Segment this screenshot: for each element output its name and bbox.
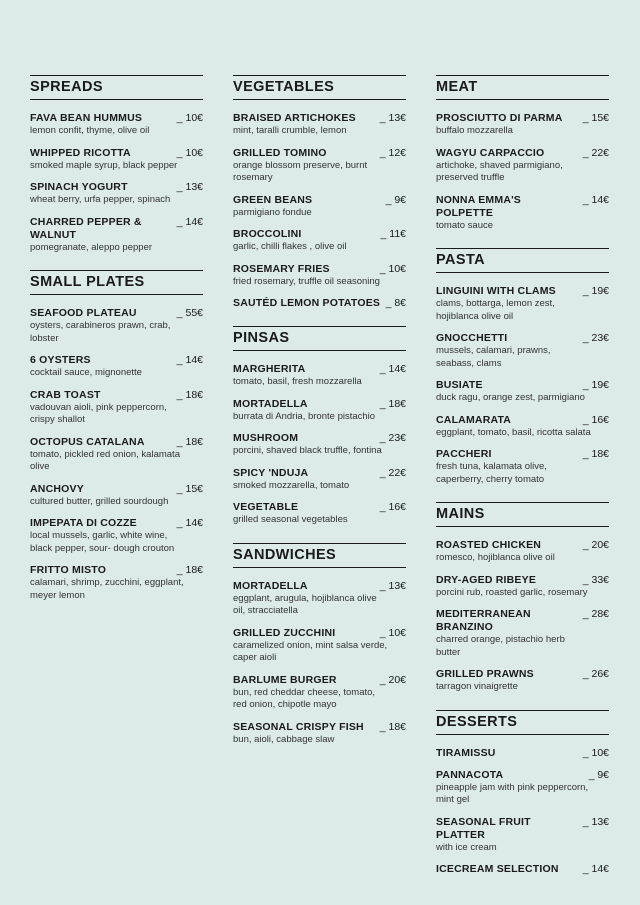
menu-item xyxy=(233,467,406,493)
menu-item-header xyxy=(436,285,609,298)
menu-column-2 xyxy=(233,75,406,762)
section-vegetables xyxy=(233,75,406,310)
menu-item xyxy=(436,668,609,694)
menu-item-name: 6 OYSTERS xyxy=(30,354,91,366)
menu-item-price: _ 15€ xyxy=(176,482,203,495)
menu-item-name: BUSIATE xyxy=(436,379,483,391)
menu-item-name: PROSCIUTTO DI PARMA xyxy=(436,112,563,124)
menu-item-price: _ 33€ xyxy=(582,573,609,586)
menu-item-price: _ 18€ xyxy=(176,435,203,448)
menu-item-description: eggplant, arugula, hojiblanca olive oil, stracciatella xyxy=(233,592,377,616)
menu-item-description: parmigiano fondue xyxy=(233,206,312,218)
menu-item-header xyxy=(436,414,609,427)
menu-item xyxy=(436,379,609,405)
menu-item-price: _ 18€ xyxy=(582,448,609,460)
menu-item-name: MUSHROOM xyxy=(233,432,299,444)
menu-item-header xyxy=(233,627,406,640)
menu-item-price: _ 9€ xyxy=(385,193,406,206)
menu-item-name: VEGETABLE xyxy=(233,501,299,513)
menu-item-header xyxy=(30,112,203,125)
menu-item-price: _ 13€ xyxy=(176,181,203,193)
menu-item xyxy=(233,432,406,458)
menu-item-header xyxy=(436,608,609,634)
menu-item-name: BROCCOLINI xyxy=(233,228,302,240)
menu-item-name: OCTOPUS CATALANA xyxy=(30,435,145,448)
menu-item-name: GRILLED PRAWNS xyxy=(436,668,534,680)
menu-item-description: pineapple jam with pink peppercorn, mint gel xyxy=(436,781,589,805)
section-mains xyxy=(436,502,609,694)
menu-item-name: WAGYU CARPACCIO xyxy=(436,146,545,159)
menu-item-description: calamari, shrimp, zucchini, eggplant, meyer lemon xyxy=(30,577,184,601)
menu-column-3 xyxy=(436,75,609,892)
menu-item-description: clams, bottarga, lemon zest, hojiblanca olive oil xyxy=(436,298,555,322)
menu-item-price: _ 14€ xyxy=(379,363,406,375)
menu-item-name: ROASTED CHICKEN xyxy=(436,539,542,551)
menu-item xyxy=(233,580,406,618)
menu-item-price: _ 16€ xyxy=(582,413,609,426)
menu-item-name: MEDITERRANEAN BRANZINO xyxy=(436,608,531,633)
menu-item-name: GREEN BEANS xyxy=(233,193,313,206)
menu-item-name: MORTADELLA xyxy=(233,397,308,410)
menu-item-price: _ 8€ xyxy=(385,297,406,309)
menu-item-description: eggplant, tomato, basil, ricotta salata xyxy=(436,426,591,438)
menu-item-header xyxy=(233,297,406,310)
menu-item xyxy=(30,112,203,138)
menu-item xyxy=(30,517,203,555)
menu-item-price: _ 10€ xyxy=(379,262,406,275)
menu-item-name: CALAMARATA xyxy=(436,413,512,426)
menu-item-price: _ 10€ xyxy=(582,746,609,759)
menu-item xyxy=(233,147,406,185)
menu-item-header xyxy=(30,307,203,320)
menu-item xyxy=(30,181,203,207)
menu-item-description: porcini, shaved black truffle, fontina xyxy=(233,445,382,456)
menu-item-header xyxy=(30,354,203,367)
menu-item-description: smoked mozzarella, tomato xyxy=(233,479,350,491)
section-title: SPREADS xyxy=(30,75,203,100)
section-title: PINSAS xyxy=(233,326,406,351)
menu-item-description: romesco, hojiblanca olive oil xyxy=(436,552,555,563)
menu-item-price: _ 22€ xyxy=(379,466,406,479)
menu-item-description: artichoke, shaved parmigiano, preserved truffle xyxy=(436,159,563,183)
menu-item-price: _ 20€ xyxy=(379,673,406,686)
menu-item-price: _ 14€ xyxy=(582,193,609,206)
menu-item-price: _ 19€ xyxy=(582,285,609,297)
menu-item-name: CRAB TOAST xyxy=(30,388,101,401)
menu-item-name: BARLUME BURGER xyxy=(233,673,337,686)
menu-item xyxy=(436,147,609,185)
menu-item-price: _ 26€ xyxy=(582,668,609,680)
menu-item-header xyxy=(233,721,406,734)
section-title: VEGETABLES xyxy=(233,75,406,100)
section-title: SMALL PLATES xyxy=(30,270,203,295)
menu-item-price: _ 18€ xyxy=(379,397,406,410)
menu-item xyxy=(436,747,609,760)
menu-item-name: ANCHOVY xyxy=(30,482,84,495)
menu-item-description: local mussels, garlic, white wine, black pepper, sour- dough crouton xyxy=(30,530,175,554)
menu-item xyxy=(233,674,406,712)
menu-item xyxy=(436,608,609,659)
menu-item-header xyxy=(233,228,406,241)
menu-item-name: GRILLED ZUCCHINI xyxy=(233,626,336,639)
menu-item-header xyxy=(30,436,203,449)
menu-item-name: GNOCCHETTI xyxy=(436,332,508,344)
menu-item-name: GRILLED TOMINO xyxy=(233,146,327,159)
menu-item-price: _ 10€ xyxy=(176,146,203,159)
menu-item-description: orange blossom preserve, burnt rosemary xyxy=(233,159,368,183)
menu-item-header xyxy=(436,863,609,876)
menu-item-price: _ 55€ xyxy=(176,307,203,319)
section-title: PASTA xyxy=(436,248,609,273)
menu-item-description: porcini rub, roasted garlic, rosemary xyxy=(436,586,588,598)
menu-item xyxy=(436,448,609,486)
menu-item xyxy=(233,263,406,289)
menu-item-price: _ 13€ xyxy=(379,112,406,124)
menu-item xyxy=(30,307,203,345)
menu-item-description: fresh tuna, kalamata olive, caperberry, cherry tomato xyxy=(436,461,547,485)
menu-item-name: WHIPPED RICOTTA xyxy=(30,146,131,159)
menu-item-header xyxy=(30,517,203,530)
menu-item xyxy=(233,721,406,747)
section-small-plates xyxy=(30,270,203,602)
menu-item xyxy=(436,285,609,323)
section-sandwiches xyxy=(233,543,406,747)
menu-item-name: DRY-AGED RIBEYE xyxy=(436,573,537,586)
menu-item-description: tomato sauce xyxy=(436,219,494,231)
menu-item-header xyxy=(233,147,406,160)
menu-item-price: _ 14€ xyxy=(582,863,609,875)
menu-item-description: burrata di Andria, bronte pistachio xyxy=(233,410,376,422)
menu-item-header xyxy=(233,432,406,445)
menu-item xyxy=(233,398,406,424)
menu-item-price: _ 18€ xyxy=(176,388,203,401)
menu-item-description: cocktail sauce, mignonette xyxy=(30,367,142,378)
menu-item-header xyxy=(30,216,203,242)
menu-item-header xyxy=(436,574,609,587)
menu-item-price: _ 9€ xyxy=(588,768,609,781)
menu-item-header xyxy=(436,112,609,125)
menu-item xyxy=(233,112,406,138)
menu-item-header xyxy=(30,483,203,496)
menu-item xyxy=(233,501,406,527)
menu-item-header xyxy=(436,668,609,681)
menu-item-price: _ 22€ xyxy=(582,146,609,159)
menu-item-name: SEAFOOD PLATEAU xyxy=(30,307,137,319)
menu-item xyxy=(436,414,609,440)
menu-item-price: _ 11€ xyxy=(380,228,406,240)
menu-item-header xyxy=(30,147,203,160)
menu-item-name: SAUTÉD LEMON POTATOES xyxy=(233,297,381,309)
menu-item xyxy=(436,816,609,855)
menu-item xyxy=(30,564,203,602)
menu-item-description: bun, aioli, cabbage slaw xyxy=(233,733,335,745)
menu-item-header xyxy=(233,467,406,480)
menu-item-description: grilled seasonal vegetables xyxy=(233,514,348,525)
menu-item-description: pomegranate, aleppo pepper xyxy=(30,241,153,253)
menu-item-description: wheat berry, urfa pepper, spinach xyxy=(30,194,171,205)
menu-item-header xyxy=(233,398,406,411)
menu-item xyxy=(30,483,203,509)
menu-item-header xyxy=(233,263,406,276)
section-title: DESSERTS xyxy=(436,710,609,735)
menu-item-name: NONNA EMMA'S POLPETTE xyxy=(436,193,522,219)
menu-item-header xyxy=(436,747,609,760)
menu-item-header xyxy=(233,363,406,376)
menu-item-header xyxy=(233,580,406,593)
menu-item-header xyxy=(30,389,203,402)
menu-item-header xyxy=(30,181,203,194)
menu-item-header xyxy=(30,564,203,577)
menu-item xyxy=(436,769,609,807)
menu-item-header xyxy=(436,448,609,461)
menu-item xyxy=(436,332,609,370)
menu-item xyxy=(436,194,609,233)
menu-item-description: garlic, chilli flakes , olive oil xyxy=(233,241,347,252)
menu-item xyxy=(233,363,406,389)
menu-item-name: IMPEPATA DI COZZE xyxy=(30,517,137,529)
menu-item-description: bun, red cheddar cheese, tomato, red onion, chipotle mayo xyxy=(233,686,376,710)
menu-item-price: _ 14€ xyxy=(176,354,203,366)
menu-item-description: mint, taralli crumble, lemon xyxy=(233,125,347,136)
menu-item-description: duck ragu, orange zest, parmigiano xyxy=(436,392,585,403)
menu-item-price: _ 23€ xyxy=(379,432,406,444)
menu-item xyxy=(436,539,609,565)
section-pinsas xyxy=(233,326,406,527)
menu-item-header xyxy=(436,539,609,552)
menu-item-price: _ 12€ xyxy=(379,146,406,159)
menu-item xyxy=(436,574,609,600)
menu-item-header xyxy=(436,769,609,782)
menu-item-price: _ 10€ xyxy=(379,626,406,639)
menu-column-1 xyxy=(30,75,203,618)
menu-item-price: _ 20€ xyxy=(582,539,609,551)
menu-item-price: _ 13€ xyxy=(379,579,406,592)
menu-item-header xyxy=(436,816,609,842)
menu-item xyxy=(30,147,203,173)
menu-item xyxy=(30,354,203,380)
menu-item-name: PANNACOTA xyxy=(436,768,504,781)
menu-item-header xyxy=(436,379,609,392)
menu-item xyxy=(233,228,406,254)
menu-item-name: SEASONAL FRUIT PLATTER xyxy=(436,815,531,841)
menu-item-description: buffalo mozzarella xyxy=(436,125,513,136)
section-meat xyxy=(436,75,609,232)
menu-item-description: caramelized onion, mint salsa verde, caper aioli xyxy=(233,639,388,663)
menu-item-name: TIRAMISSU xyxy=(436,746,496,759)
section-title: MAINS xyxy=(436,502,609,527)
menu-item-header xyxy=(233,194,406,207)
menu-item-price: _ 19€ xyxy=(582,379,609,391)
menu-item xyxy=(30,216,203,255)
menu-item-price: _ 16€ xyxy=(379,501,406,513)
menu-item-header xyxy=(233,674,406,687)
menu-item-name: CHARRED PEPPER & WALNUT xyxy=(30,215,142,241)
menu-item-description: tomato, basil, fresh mozzarella xyxy=(233,376,362,387)
section-title: MEAT xyxy=(436,75,609,100)
menu-item-name: ROSEMARY FRIES xyxy=(233,262,330,275)
menu-item-description: with ice cream xyxy=(436,841,497,853)
section-spreads xyxy=(30,75,203,254)
menu-item-price: _ 28€ xyxy=(582,608,609,620)
menu-item-name: LINGUINI WITH CLAMS xyxy=(436,285,556,297)
menu-item-description: oysters, carabineros prawn, crab, lobster xyxy=(30,320,171,344)
menu-item-name: BRAISED ARTICHOKES xyxy=(233,112,356,124)
menu-item-price: _ 15€ xyxy=(582,112,609,124)
menu-item-description: charred orange, pistachio herb butter xyxy=(436,634,565,658)
menu-item-description: vadouvan aioli, pink peppercorn, crispy shallot xyxy=(30,401,167,425)
section-title: SANDWICHES xyxy=(233,543,406,568)
menu-item xyxy=(233,627,406,665)
menu-item xyxy=(233,194,406,220)
menu-item-price: _ 14€ xyxy=(176,517,203,529)
menu-item-description: mussels, calamari, prawns, seabass, clams xyxy=(436,345,551,369)
menu-item-header xyxy=(436,332,609,345)
menu-item-name: SPINACH YOGURT xyxy=(30,181,128,193)
section-pasta xyxy=(436,248,609,486)
menu-item-header xyxy=(233,501,406,514)
menu-item-name: MORTADELLA xyxy=(233,579,308,592)
menu-item-price: _ 10€ xyxy=(176,112,203,124)
menu-item-name: SPICY 'NDUJA xyxy=(233,466,309,479)
menu-item-description: smoked maple syrup, black pepper xyxy=(30,159,178,171)
menu-item xyxy=(436,863,609,876)
menu-item-price: _ 14€ xyxy=(176,215,203,228)
menu-item-description: tarragon vinaigrette xyxy=(436,681,518,692)
menu-item-name: PACCHERI xyxy=(436,448,492,460)
menu-item-name: ICECREAM SELECTION xyxy=(436,863,559,875)
menu-item-price: _ 23€ xyxy=(582,332,609,344)
menu-item-price: _ 18€ xyxy=(379,720,406,733)
menu-item-name: MARGHERITA xyxy=(233,363,306,375)
menu-item xyxy=(30,389,203,427)
menu-item-price: _ 13€ xyxy=(582,815,609,828)
menu-item-description: fried rosemary, truffle oil seasoning xyxy=(233,275,380,287)
menu-item-description: tomato, pickled red onion, kalamata olive xyxy=(30,448,180,472)
menu-item-name: SEASONAL CRISPY FISH xyxy=(233,720,364,733)
menu-item-header xyxy=(436,147,609,160)
menu-item xyxy=(436,112,609,138)
section-desserts xyxy=(436,710,609,877)
menu-item-header xyxy=(436,194,609,220)
menu-item-price: _ 18€ xyxy=(176,564,203,576)
menu-item-description: cultured butter, grilled sourdough xyxy=(30,495,169,507)
menu-item-name: FAVA BEAN HUMMUS xyxy=(30,112,143,124)
menu-item-header xyxy=(233,112,406,125)
menu-item-description: lemon confit, thyme, olive oil xyxy=(30,125,150,136)
menu-item-name: FRITTO MISTO xyxy=(30,564,107,576)
menu-item xyxy=(233,297,406,310)
menu-item xyxy=(30,436,203,474)
